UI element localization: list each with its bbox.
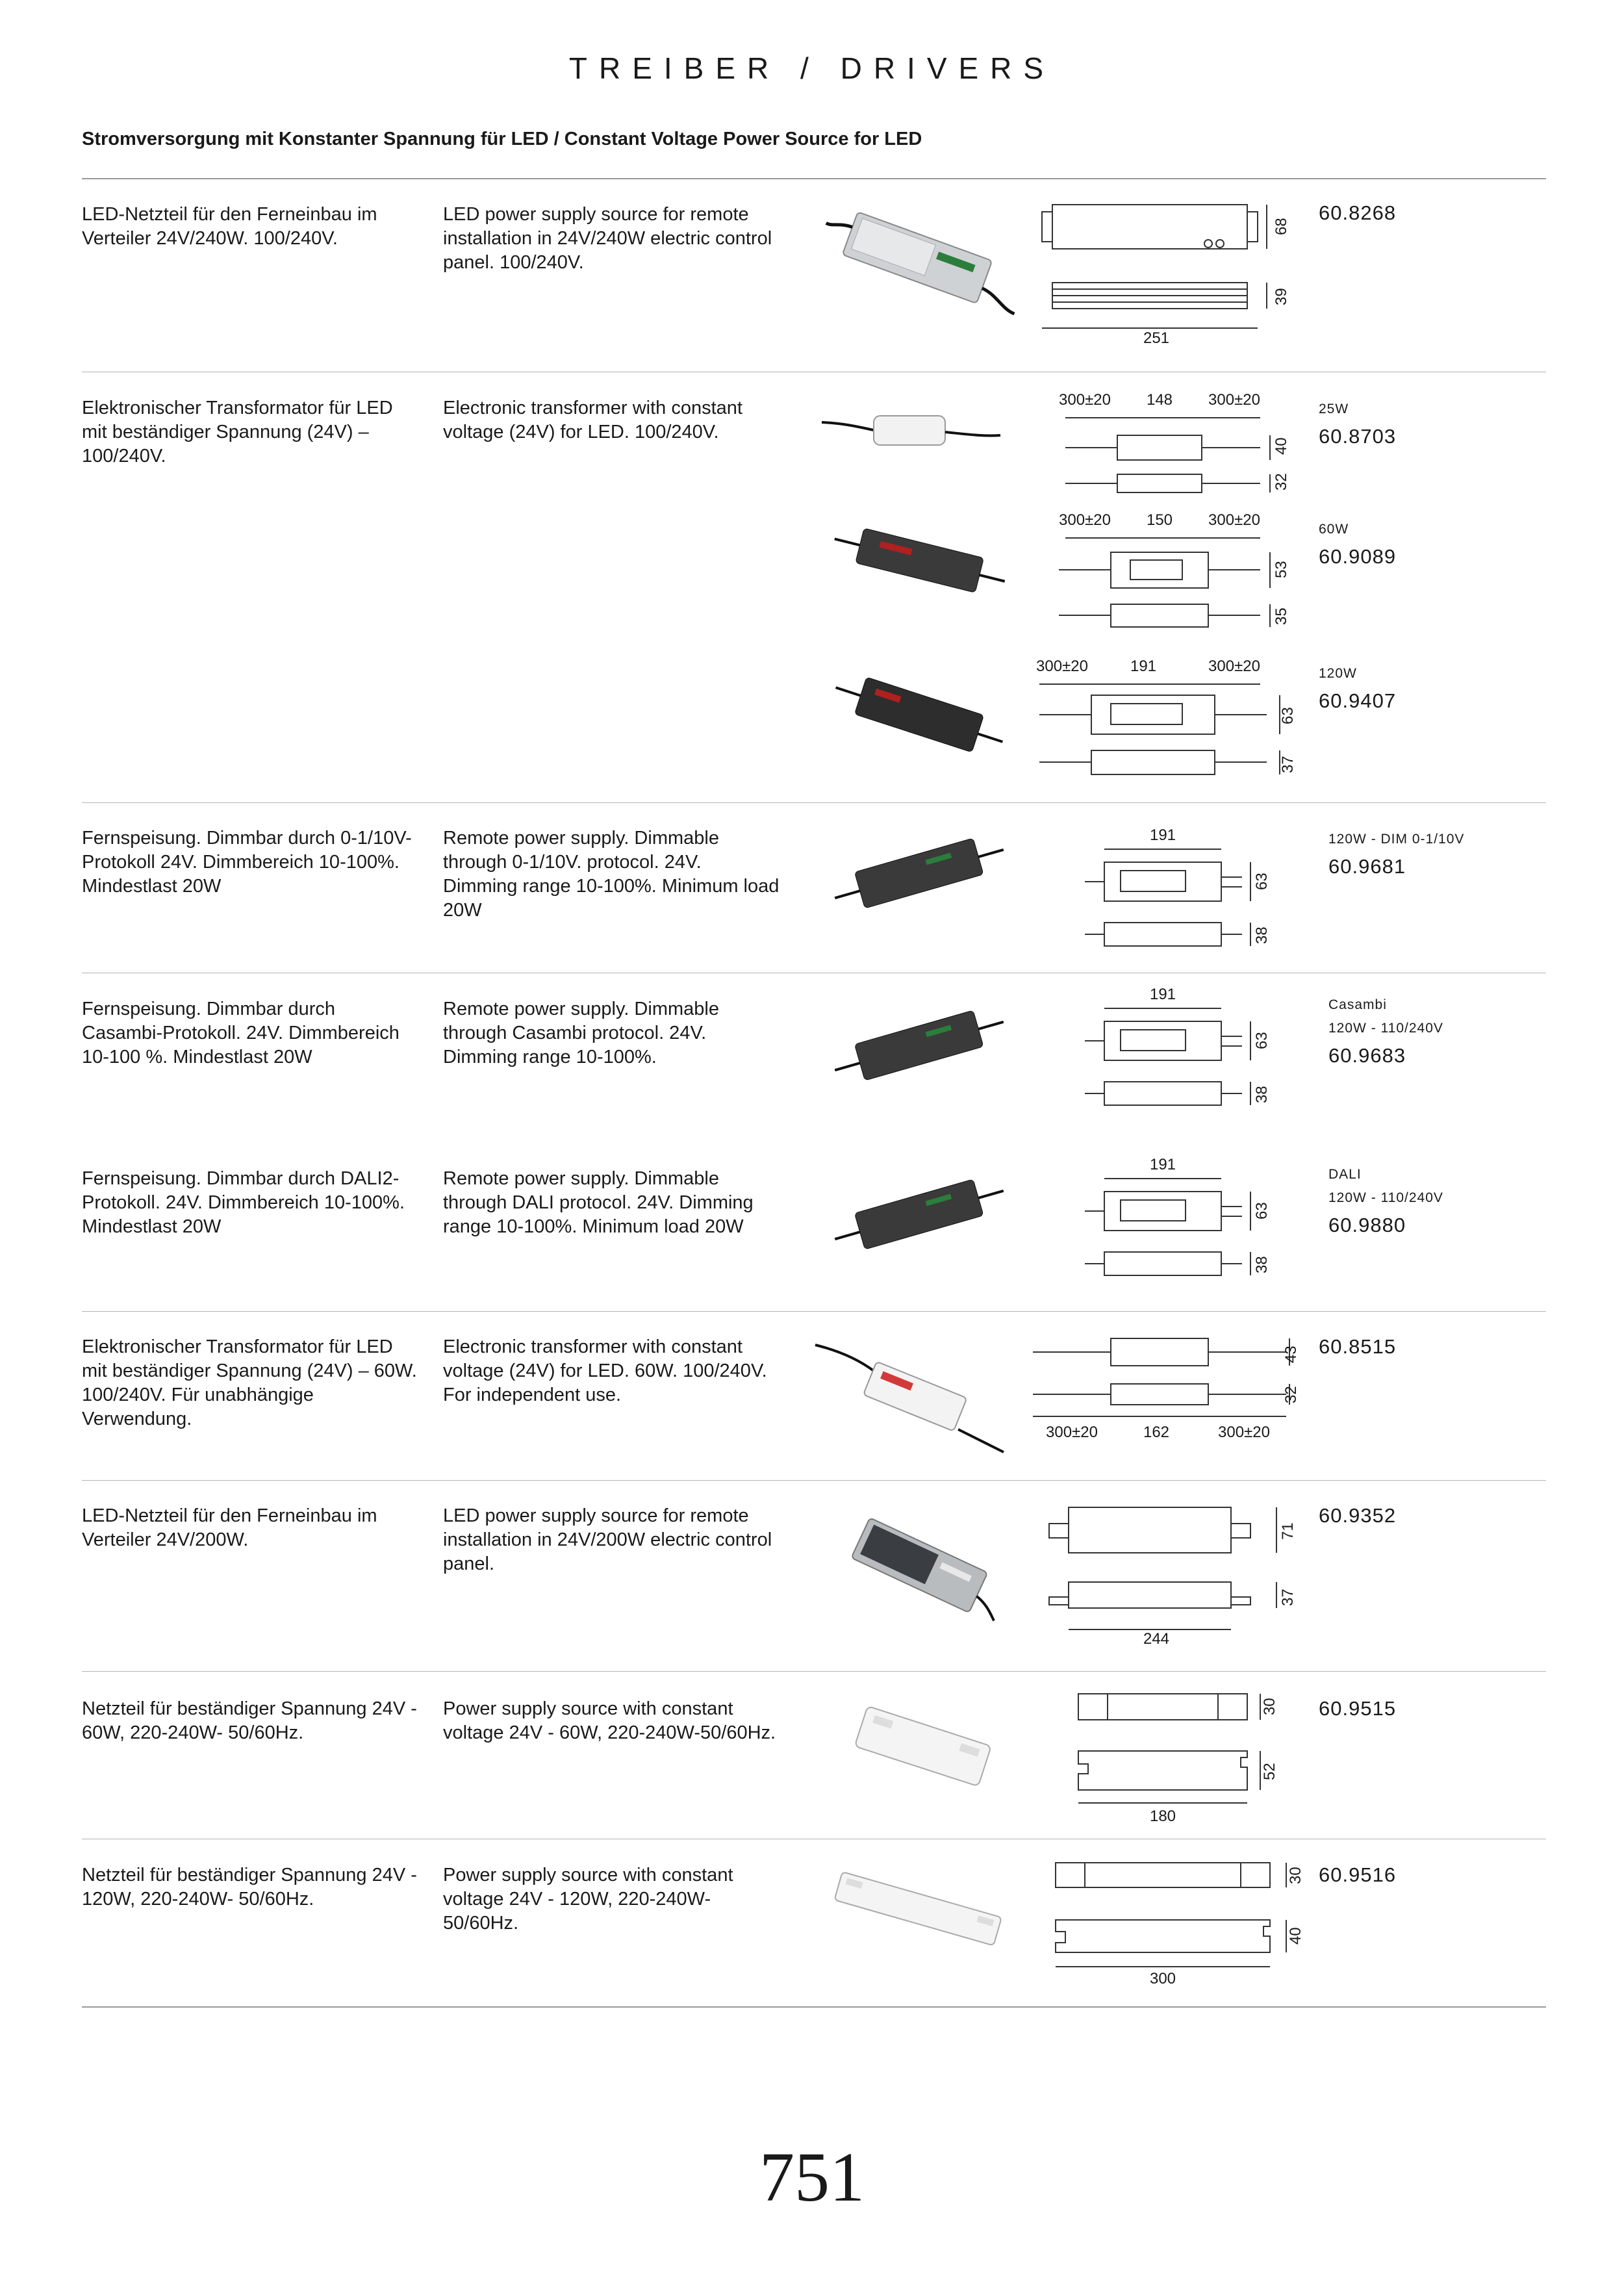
description-en: Remote power supply. Dimmable through Casambi protocol. 24V. Dimming range 10-100%. (443, 999, 719, 1067)
dimension-height: 40 (1287, 1927, 1304, 1945)
dimension-height: 38 (1253, 926, 1271, 944)
divider (82, 2006, 1546, 2008)
description-de: Elektronischer Transformator für LED mit beständiger Spannung (24V) – 60W. 100/240V. Für unabhängige Verwendung. (82, 1336, 417, 1429)
dimension-drawing (1026, 507, 1299, 637)
dimension-height: 68 (1273, 218, 1290, 235)
dimension-length: 148 (1146, 391, 1173, 409)
dimension-height: 53 (1273, 561, 1290, 578)
dimension-height: 63 (1253, 873, 1271, 890)
divider (82, 1480, 1546, 1481)
dimension-height: 30 (1261, 1698, 1278, 1715)
dimension-height: 30 (1287, 1867, 1304, 1884)
dimension-height: 37 (1279, 1589, 1297, 1606)
dimension-height: 32 (1282, 1386, 1300, 1403)
dimension-drawing (1065, 822, 1299, 958)
dimension-drawing (1065, 981, 1299, 1118)
dimension-length: 191 (1130, 658, 1157, 675)
variant-tag: DALI (1328, 1167, 1362, 1182)
variant-tag: 120W - DIM 0-1/10V (1328, 832, 1465, 847)
divider (82, 802, 1546, 803)
dimension-length: 244 (1143, 1630, 1170, 1648)
description-de: Fernspeisung. Dimmbar durch Casambi-Protokoll. 24V. Dimmbereich 10-100 %. Mindestlast 20W (82, 999, 400, 1067)
product-code: 60.8515 (1319, 1335, 1397, 1358)
dimension-drawing (1026, 1329, 1299, 1452)
product-photo (831, 520, 1007, 604)
dimension-lead-right: 300±20 (1208, 511, 1260, 529)
dimension-lead-right: 300±20 (1208, 391, 1260, 409)
dimension-length: 180 (1149, 1808, 1176, 1825)
product-code: 60.9515 (1319, 1697, 1397, 1720)
dimension-drawing (1065, 1151, 1299, 1288)
dimension-height: 71 (1279, 1522, 1297, 1540)
variant-tag: 60W (1319, 522, 1349, 537)
product-code: 60.9407 (1319, 689, 1397, 712)
divider (82, 178, 1546, 179)
dimension-height: 52 (1261, 1763, 1278, 1780)
dimension-height: 63 (1253, 1202, 1271, 1220)
product-code: 60.9880 (1328, 1214, 1406, 1236)
dimension-length: 191 (1149, 826, 1176, 844)
product-photo (831, 207, 1007, 317)
page-number: 751 (759, 2139, 865, 2216)
dimension-length: 191 (1149, 986, 1176, 1003)
divider (82, 1671, 1546, 1672)
variant-spec: 120W - 110/240V (1328, 1021, 1443, 1036)
dimension-drawing (1026, 653, 1299, 783)
description-de: LED-Netzteil für den Ferneinbau im Verteiler 24V/200W. (82, 1505, 377, 1550)
dimension-lead-right: 300±20 (1208, 658, 1260, 675)
description-de: Elektronischer Transformator für LED mit beständiger Spannung (24V) – 100/240V. (82, 398, 393, 466)
dimension-length: 300 (1149, 1970, 1176, 1987)
dimension-height: 63 (1253, 1032, 1271, 1049)
dimension-drawing (1033, 1494, 1306, 1657)
dimension-height: 38 (1253, 1256, 1271, 1273)
dimension-drawing (1052, 1686, 1299, 1835)
dimension-drawing (1026, 387, 1299, 504)
dimension-drawing (1046, 1855, 1306, 1998)
description-de: Netzteil für beständiger Spannung 24V - 120W, 220-240W- 50/60Hz. (82, 1865, 417, 1910)
section-subtitle: Stromversorgung mit Konstanter Spannung für LED / Constant Voltage Power Source for LED (82, 129, 922, 149)
product-photo (831, 1507, 1007, 1624)
description-de: LED-Netzteil für den Ferneinbau im Verteiler 24V/240W. 100/240V. (82, 204, 377, 249)
product-photo (831, 828, 1007, 919)
product-code: 60.9683 (1328, 1044, 1406, 1067)
description-en: Remote power supply. Dimmable through DALI protocol. 24V. Dimming range 10-100%. Minimum load 20W (443, 1168, 754, 1237)
dimension-height: 38 (1253, 1086, 1271, 1103)
description-en: Power supply source with constant voltage 24V - 60W, 220-240W-50/60Hz. (443, 1698, 776, 1743)
product-code: 60.9681 (1328, 855, 1406, 878)
product-photo (822, 396, 1004, 461)
dimension-lead-right: 300±20 (1218, 1424, 1270, 1441)
description-en: Electronic transformer with constant voltage (24V) for LED. 100/240V. (443, 398, 742, 442)
description-en: Remote power supply. Dimmable through 0-1/10V. protocol. 24V. Dimming range 10-100%. Minimum load 20W (443, 828, 780, 921)
product-photo (831, 1001, 1007, 1092)
description-en: Electronic transformer with constant voltage (24V) for LED. 60W. 100/240V. For independent use. (443, 1336, 767, 1405)
dimension-lead-left: 300±20 (1036, 658, 1088, 675)
dimension-length: 251 (1143, 329, 1170, 347)
variant-tag: Casambi (1328, 997, 1387, 1012)
product-photo (838, 1699, 1007, 1796)
product-photo (831, 669, 1007, 760)
dimension-lead-left: 300±20 (1046, 1424, 1098, 1441)
description-de: Fernspeisung. Dimmbar durch 0-1/10V-Protokoll 24V. Dimmbereich 10-100%. Mindestlast 20W (82, 828, 412, 897)
variant-tag: 120W (1319, 666, 1357, 681)
dimension-lead-left: 300±20 (1059, 391, 1111, 409)
description-de: Fernspeisung. Dimmbar durch DALI2-Protokoll. 24V. Dimmbereich 10-100%. Mindestlast 20W (82, 1168, 405, 1237)
dimension-height: 43 (1282, 1346, 1300, 1363)
product-photo (828, 1865, 1007, 1956)
dimension-height: 39 (1273, 288, 1290, 305)
dimension-height: 37 (1279, 756, 1297, 773)
product-photo (815, 1332, 1004, 1455)
dimension-height: 40 (1273, 437, 1290, 455)
product-photo (831, 1169, 1007, 1260)
product-code: 60.9089 (1319, 545, 1397, 568)
product-code: 60.9352 (1319, 1504, 1397, 1527)
description-en: LED power supply source for remote installation in 24V/240W electric control panel. 100/240V. (443, 204, 772, 273)
dimension-height: 63 (1279, 707, 1297, 724)
product-code: 60.8268 (1319, 201, 1397, 224)
product-code: 60.8703 (1319, 425, 1397, 448)
dimension-length: 150 (1146, 511, 1173, 529)
description-en: LED power supply source for remote installation in 24V/200W electric control panel. (443, 1505, 772, 1574)
description-en: Power supply source with constant voltage 24V - 120W, 220-240W-50/60Hz. (443, 1865, 733, 1934)
dimension-lead-left: 300±20 (1059, 511, 1111, 529)
description-de: Netzteil für beständiger Spannung 24V - 60W, 220-240W- 50/60Hz. (82, 1698, 417, 1743)
product-code: 60.9516 (1319, 1863, 1397, 1886)
dimension-length: 191 (1149, 1156, 1176, 1173)
dimension-height: 35 (1273, 607, 1290, 625)
divider (82, 1311, 1546, 1312)
variant-tag: 25W (1319, 402, 1349, 416)
page-title: TREIBER / DRIVERS (568, 51, 1056, 85)
variant-spec: 120W - 110/240V (1328, 1190, 1443, 1205)
dimension-height: 32 (1273, 473, 1290, 491)
dimension-length: 162 (1143, 1424, 1170, 1441)
